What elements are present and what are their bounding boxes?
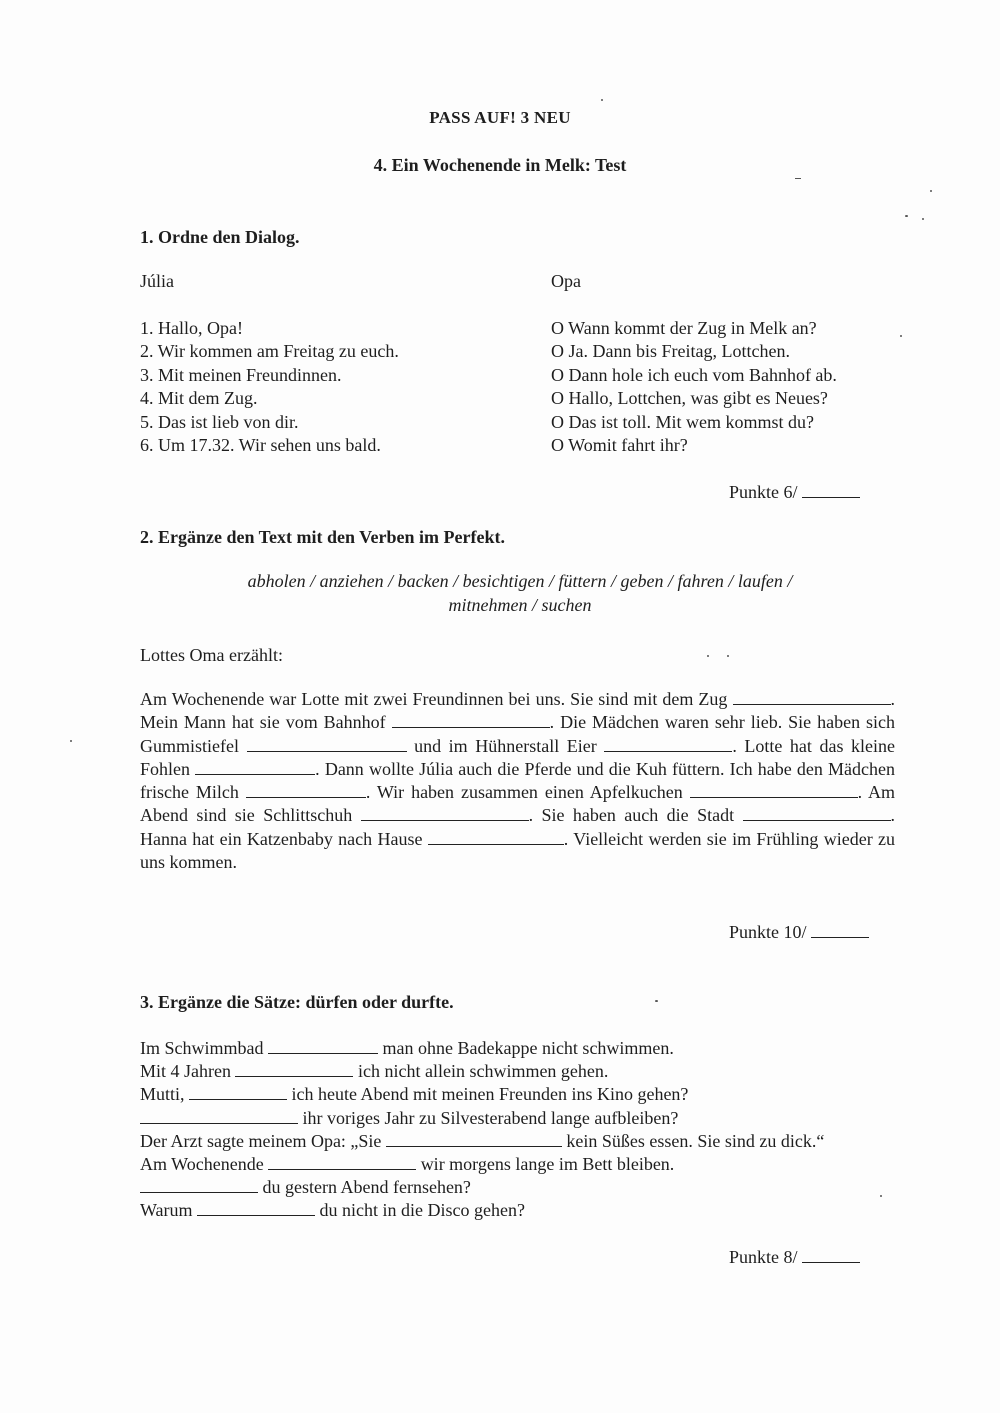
dialog-line: 6. Um 17.32. Wir sehen uns bald. xyxy=(140,435,381,455)
points-blank[interactable] xyxy=(802,480,860,498)
fill-in-paragraph: Am Wochenende war Lotte mit zwei Freundinnen bei uns. Sie sind mit dem Zug . Mein Mann hat sie vom Bahnhof . Die Mädchen waren sehr lieb. Sie haben sich Gummistiefel und im Hühnerstall Eier . Lotte hat das kleine Fohlen . Dann wollte Júlia auch die Pferde und die Kuh füttern. Ich habe den Mädchen frische Milch . Wir haben zusammen einen Apfelkuchen . Am Abend sind sie Schlittschuh . Sie haben auch die Stadt . Hanna hat ein Katzenbaby nach Hause . Vielleicht werden sie im Frühling wieder zu uns kommen. xyxy=(140,689,896,873)
section2-heading: 2. Ergänze den Text mit den Verben im Perfekt. xyxy=(140,527,505,547)
sentence-row: Im Schwimmbad man ohne Badekappe nicht schwimmen. xyxy=(140,1038,674,1058)
scan-speck xyxy=(900,335,902,337)
answer-blank[interactable] xyxy=(189,1085,287,1100)
sentence-row: du gestern Abend fernsehen? xyxy=(140,1176,824,1199)
dialog-line: O Ja. Dann bis Freitag, Lottchen. xyxy=(551,341,790,361)
test-title: 4. Ein Wochenende in Melk: Test xyxy=(373,155,627,175)
answer-blank[interactable] xyxy=(268,1155,416,1170)
dialog-line: O Womit fahrt ihr? xyxy=(551,435,688,455)
sentence-row: Der Arzt sagte meinem Opa: „Sie kein Süßes essen. Sie sind zu dick.“ xyxy=(140,1130,825,1151)
answer-blank[interactable] xyxy=(195,759,315,775)
section1-heading: 1. Ordne den Dialog. xyxy=(140,227,300,247)
answer-blank[interactable] xyxy=(428,829,564,845)
dialog-line: 5. Das ist lieb von dir. xyxy=(140,411,299,432)
dialog-line: 2. Wir kommen am Freitag zu euch. xyxy=(140,341,399,361)
answer-blank[interactable] xyxy=(604,736,732,752)
answer-blank[interactable] xyxy=(361,805,529,821)
dialog-right-column xyxy=(551,270,837,458)
points-blank[interactable] xyxy=(811,920,869,938)
answer-blank[interactable] xyxy=(743,805,891,821)
points-blank[interactable] xyxy=(802,1245,860,1263)
section2-points: Punkte 10/ xyxy=(729,920,869,943)
answer-blank[interactable] xyxy=(235,1062,353,1077)
scan-speck xyxy=(922,218,924,220)
sentence-row: Mit 4 Jahren ich nicht allein schwimmen gehen. xyxy=(140,1061,609,1082)
dialog-line: O Das ist toll. Mit wem kommst du? xyxy=(551,411,814,432)
answer-blank[interactable] xyxy=(386,1132,562,1147)
section2-intro: Lottes Oma erzählt: xyxy=(140,645,283,665)
verb-list: abholen / anziehen / backen / besichtigen / füttern / geben / fahren / laufen / mitnehmen / suchen xyxy=(247,571,793,615)
sentence-row: Am Wochenende wir morgens lange im Bett bleiben. xyxy=(140,1153,675,1174)
answer-blank[interactable] xyxy=(268,1039,378,1054)
speaker-julia: Júlia xyxy=(140,271,174,291)
answer-blank[interactable] xyxy=(733,689,891,705)
answer-blank[interactable] xyxy=(140,1178,258,1193)
answer-blank[interactable] xyxy=(247,736,407,752)
section3-points: Punkte 8/ xyxy=(729,1245,860,1268)
page-title: PASS AUF! 3 NEU xyxy=(429,108,571,127)
scan-speck xyxy=(905,215,908,217)
dialog-line: O Hallo, Lottchen, was gibt es Neues? xyxy=(551,388,828,408)
dialog-line: O Dann hole ich euch vom Bahnhof ab. xyxy=(551,364,837,385)
dialog-line: O Wann kommt der Zug in Melk an? xyxy=(551,317,817,338)
answer-blank[interactable] xyxy=(392,712,550,728)
speaker-opa: Opa xyxy=(551,271,581,291)
section1-points: Punkte 6/ xyxy=(729,480,860,503)
scan-speck xyxy=(601,99,603,101)
scan-speck xyxy=(930,190,932,192)
scan-speck xyxy=(880,1195,882,1197)
answer-blank[interactable] xyxy=(246,782,366,798)
section3-heading: 3. Ergänze die Sätze: dürfen oder durfte. xyxy=(140,992,454,1012)
scan-speck xyxy=(707,655,709,657)
dialog-line: 3. Mit meinen Freundinnen. xyxy=(140,364,342,385)
scan-speck xyxy=(795,178,801,179)
scan-speck xyxy=(727,655,729,657)
answer-blank[interactable] xyxy=(197,1201,315,1216)
dialog-line: 4. Mit dem Zug. xyxy=(140,388,258,408)
dialog-left-column xyxy=(140,270,399,458)
sentence-list xyxy=(140,1037,824,1223)
dialog-line: 1. Hallo, Opa! xyxy=(140,317,243,338)
sentence-row: ihr voriges Jahr zu Silvesterabend lange aufbleiben? xyxy=(140,1107,824,1130)
scan-speck xyxy=(655,1000,658,1002)
sentence-row: Warum du nicht in die Disco gehen? xyxy=(140,1200,525,1221)
scan-speck xyxy=(70,740,72,742)
sentence-row: Mutti, ich heute Abend mit meinen Freunden ins Kino gehen? xyxy=(140,1084,689,1105)
answer-blank[interactable] xyxy=(140,1109,298,1124)
answer-blank[interactable] xyxy=(690,782,858,798)
